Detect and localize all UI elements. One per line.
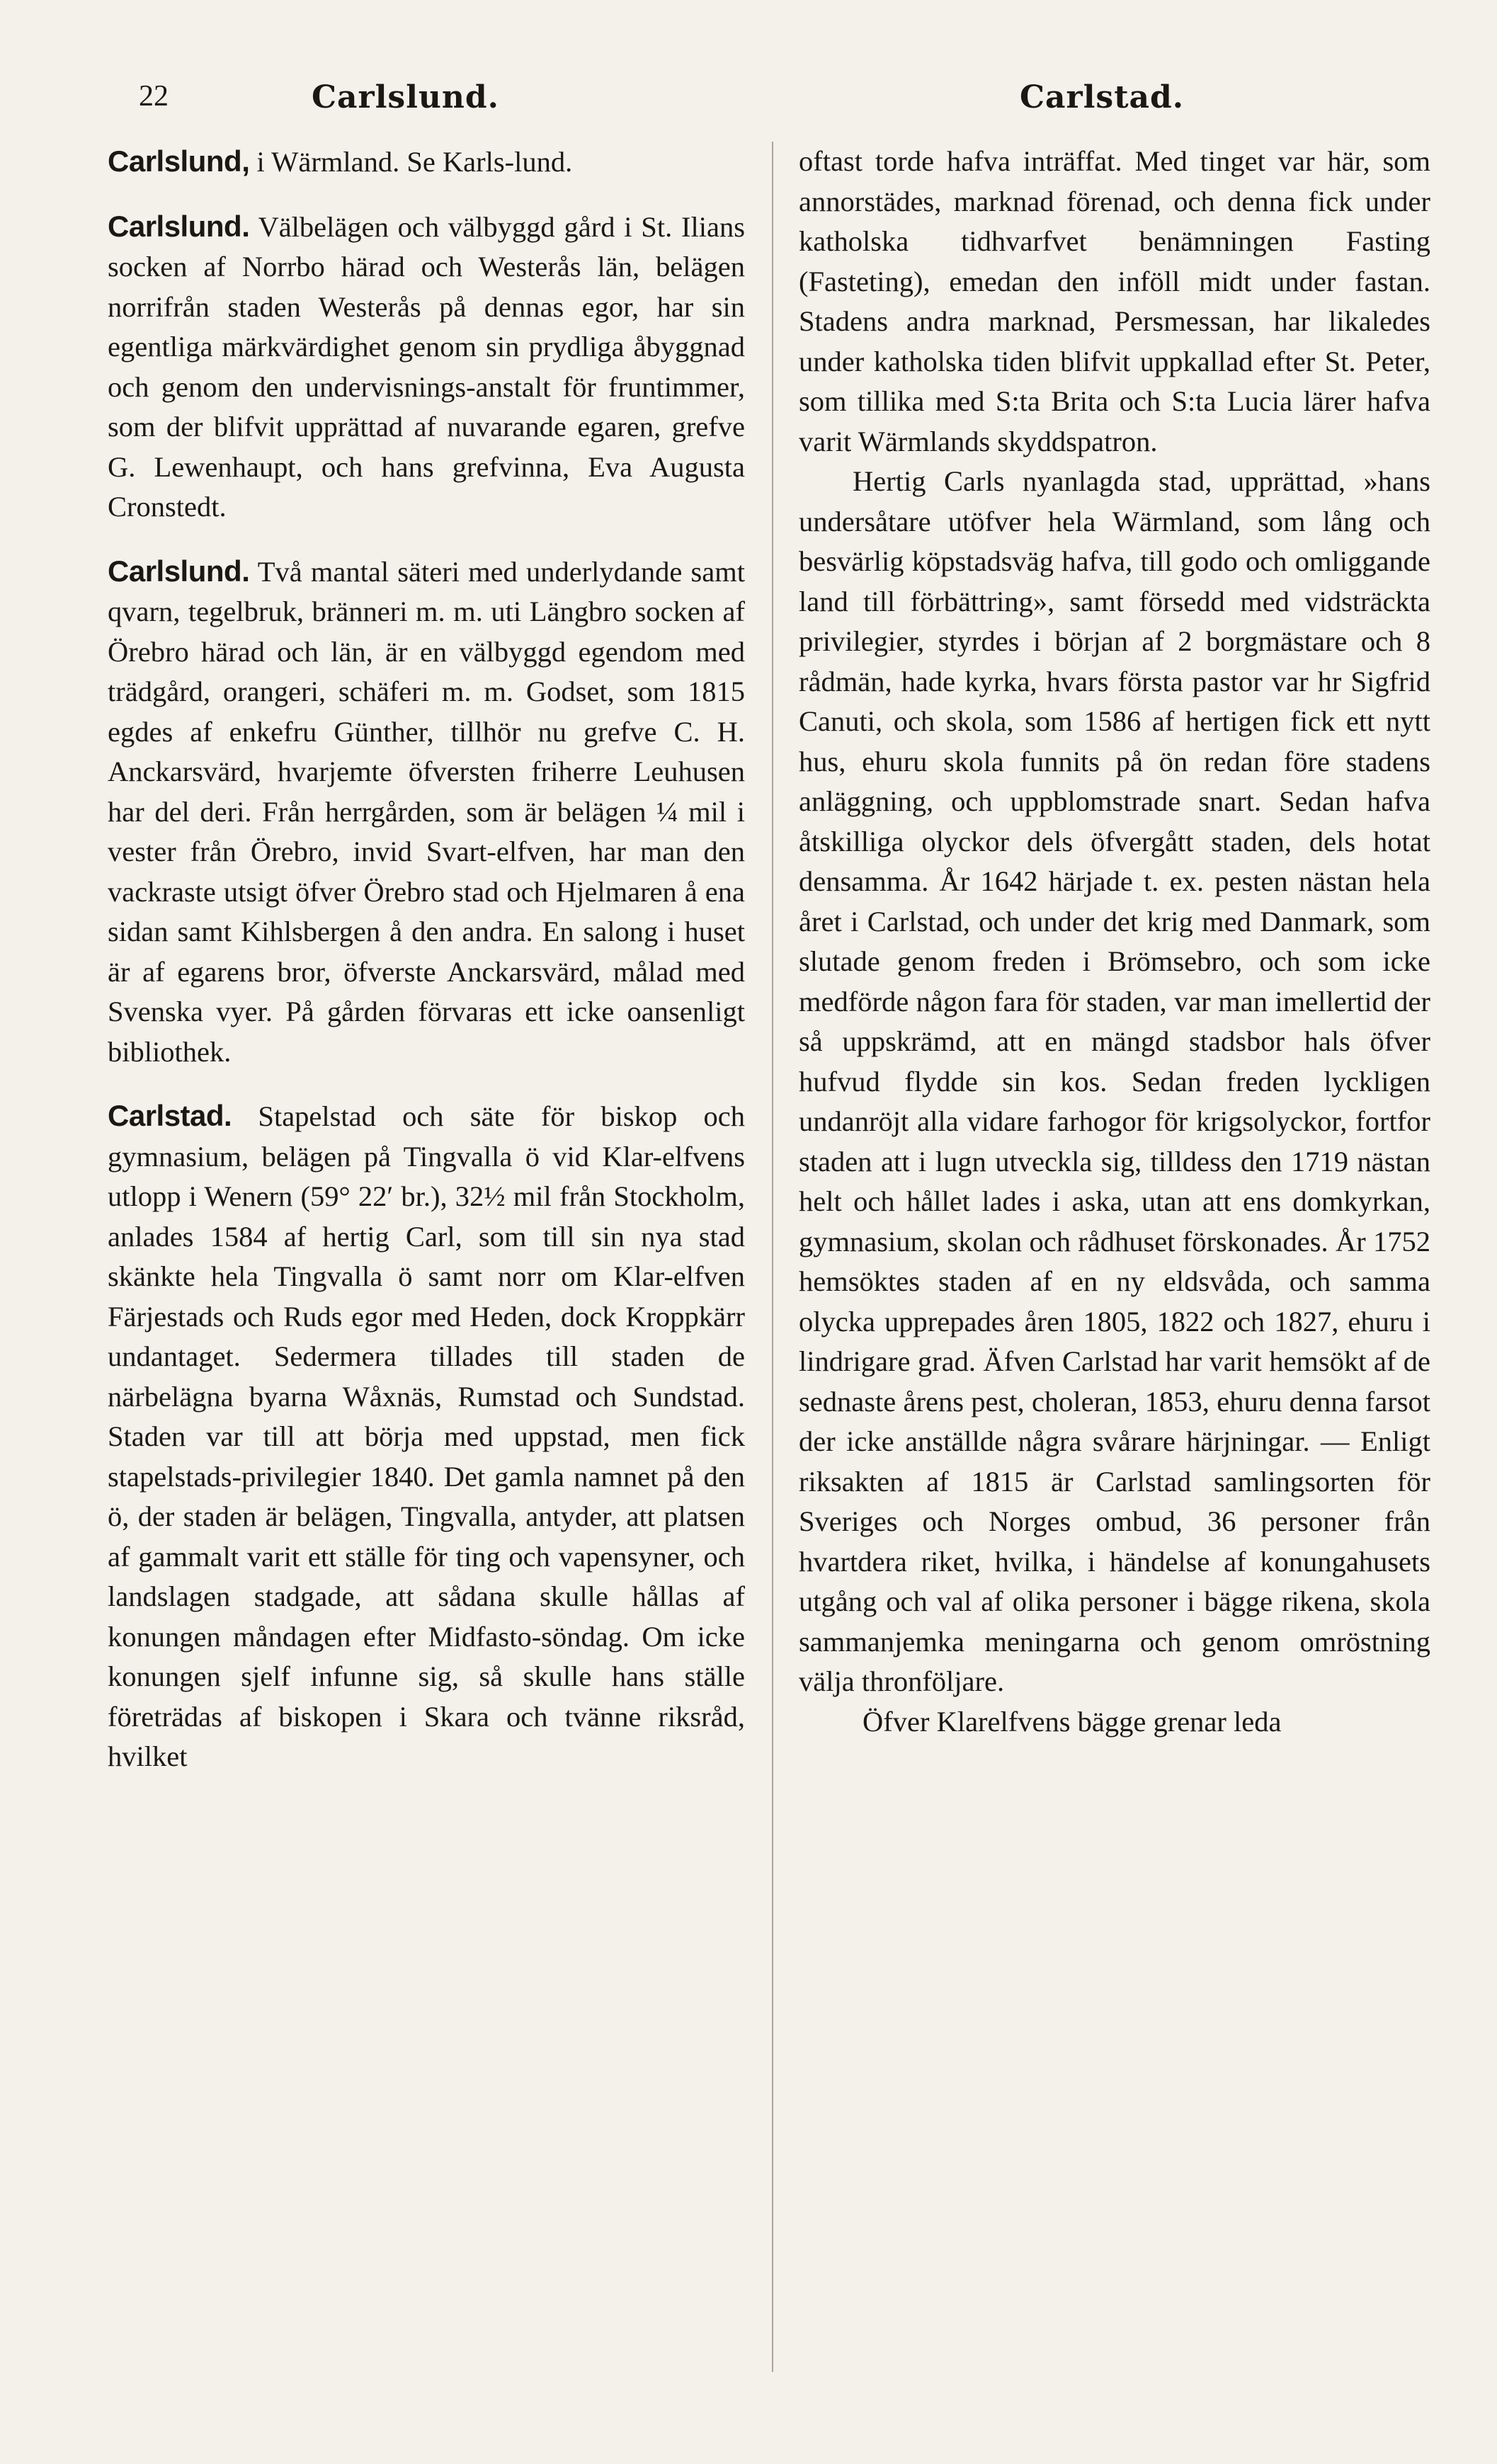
entry-body: Välbelägen och välbyggd gård i St. Ilians socken af Norrbo härad och Westerås län, belägen norrifrån staden Westerås på dennas egor, har sin egentliga märkvärdighet genom sin prydliga åbyggnad och genom den undervisnings-anstalt för fruntimmer, som der blifvit upprättad af nuvarande egaren, grefve G. Lewenhaupt, och hans grefvinna, Eva Augusta Cronstedt. — [108, 210, 745, 523]
entry-body: Två mantal säteri med underlydande samt qvarn, tegelbruk, bränneri m. m. uti Längbro socken af Örebro härad och län, är en välbyggd egendom med trädgård, orangeri, schäferi m. m. Godset, som 1815 egdes af enkefru Günther, tillhör nu grefve C. H. Anckarsvärd, hvarjemte öfversten friherre Leuhusen har del deri. Från herrgården, som är belägen ¼ mil i vester från Örebro, invid Svart-elfven, har man den vackraste utsigt öfver Örebro stad och Hjelmaren å ena sidan samt Kihlsbergen å den andra. En salong i huset är af egarens bror, öfverste Anckarsvärd, målad med Svenska vyer. På gården förvaras ett icke oansenligt bibliothek. — [108, 555, 745, 1068]
entry-body: Stapelstad och säte för biskop och gymnasium, belägen på Tingvalla ö vid Klar-elfvens utlopp i Wenern (59° 22′ br.), 32½ mil från Stockholm, anlades 1584 af hertig Carl, som till sin nya stad skänkte hela Tingvalla ö samt norr om Klar-elfven Färjestads och Ruds egor med Heden, dock Kroppkärr undantaget. Sedermera tillades till staden de närbelägna byarna Wåxnäs, Rumstad och Sundstad. Staden var till att börja med uppstad, men fick stapelstads-privilegier 1840. Det gamla namnet på den ö, der staden är belägen, Tingvalla, antyder, att platsen af gammalt varit ett ställe för ting och vapensyner, och landslagen stadgade, att sådana skulle hållas af konungen måndagen efter Midfasto-söndag. Om icke konungen sjelf infunne sig, så skulle hans ställe företrädas af biskopen i Skara och tvänne riksråd, hvilket — [108, 1100, 745, 1772]
paragraph: Hertig Carls nyanlagda stad, upprättad, »hans undersåtare utöfver hela Wärmland, som lång och besvärlig köpstadsväg hafva, till godo och omliggande land till förbättring», samt försedd med vidsträckta privilegier, styrdes i början af 2 borgmästare och 8 rådmän, hade kyrka, hvars första pastor var hr Sigfrid Canuti, och skola, som 1586 af hertigen fick ett nytt hus, ehuru skola funnits på ön redan före stadens anläggning, och uppblomstrade snart. Sedan hafva åtskilliga olyckor dels öfvergått staden, dels hotat densamma. År 1642 härjade t. ex. pesten nästan hela året i Carlstad, och under det krig med Danmark, som slutade genom freden i Brömsebro, och som icke medförde någon fara för staden, var man imellertid der så uppskrämd, att en mängd stadsbor hals öfver hufvud flydde sin kos. Sedan freden lyckligen undanröjt alla vidare farhogor för krigsolyckor, fortfor staden att i lugn utveckla sig, tilldess den 1719 nästan helt och hållet lades i aska, utan att ens domkyrkan, gymnasium, skolan och rådhuset förskonades. År 1752 hemsöktes staden af en ny eldsvåda, och samma olycka upprepades åren 1805, 1822 och 1827, ehuru i lindrigare grad. Äfven Carlstad har varit hemsökt af de sednaste årens pest, choleran, 1853, ehuru denna farsot der icke anställde några svårare härjningar. — Enligt riksakten af 1815 är Carlstad samlingsorten för Sveriges och Norges ombud, 36 personer från hvartdera riket, hvilka, i händelse af konungahusets utgång och val af olika personer i bägge rikena, skola sammanjemka meningarna och genom omröstning välja thronföljare. — [799, 465, 1430, 1697]
entry-headword: Carlslund. — [108, 209, 250, 243]
paragraph: Öfver Klarelfvens bägge grenar leda — [863, 1705, 1282, 1738]
entry-body: i Wärmland. Se Karls-lund. — [249, 146, 573, 178]
page-header — [0, 79, 1497, 122]
entry-headword: Carlstad. — [108, 1099, 232, 1132]
paragraph: oftast torde hafva inträffat. Med tinget var här, som annorstädes, marknad förenad, och denna fick under katholska tidhvarfvet benämningen Fasting (Fasteting), emedan den inföll midt under fastan. Stadens andra marknad, Persmessan, har likaledes under katholska tiden blifvit uppkallad efter St. Peter, som tillika med S:ta Brita och S:ta Lucia lärer hafva varit Wärmlands skyddspatron. — [799, 145, 1430, 457]
running-head-right: Carlstad. — [1020, 79, 1185, 115]
running-head-left: Carlslund. — [312, 79, 499, 115]
page-number: 22 — [139, 80, 169, 113]
entry-headword: Carlslund. — [108, 554, 250, 588]
entry-carlslund-orebro — [108, 552, 745, 1073]
column-divider — [772, 142, 773, 2372]
entry-carlslund-westeras — [108, 207, 745, 527]
entry-carlstad — [108, 1096, 745, 1777]
entry-carlslund-wermland — [108, 142, 745, 183]
entry-headword: Carlslund, — [108, 144, 250, 178]
right-column — [799, 142, 1430, 1742]
left-column — [108, 142, 745, 1801]
